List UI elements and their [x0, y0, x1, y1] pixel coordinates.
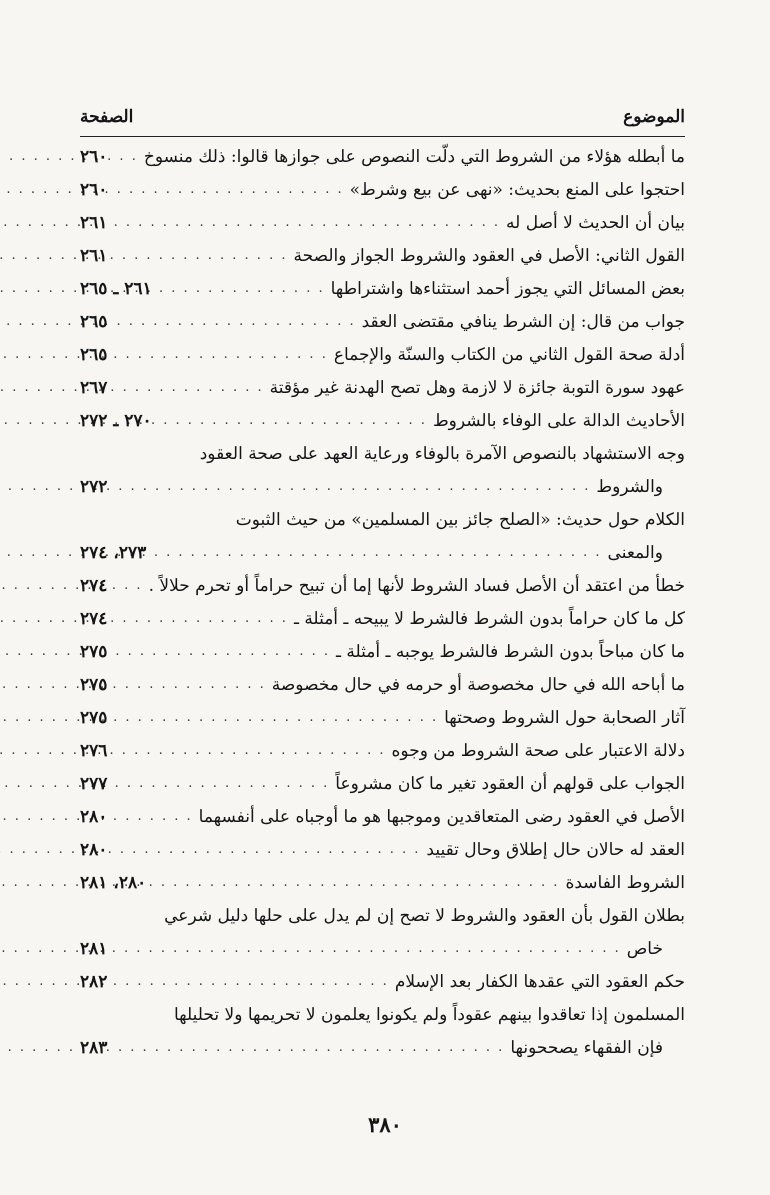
toc-entry-page-number: ٢٨٢	[80, 971, 108, 992]
toc-entry	[80, 701, 685, 734]
toc-entry-page-number: ٢٧٥	[80, 707, 108, 728]
toc-entry-title: بطلان القول بأن العقود والشروط لا تصح إن لم يدل على حلها دليل شرعي	[164, 905, 685, 926]
toc-entry-title: بعض المسائل التي يجوز أحمد استثناءها واشتراطها	[330, 278, 685, 299]
toc-entry-title: الشروط الفاسدة	[565, 872, 685, 893]
dot-leader	[113, 347, 327, 362]
toc-entry-row	[80, 932, 685, 965]
toc-entry-row	[80, 800, 685, 833]
toc-entry	[80, 140, 685, 173]
dot-leader	[158, 413, 427, 428]
toc-entry-title: ما أباحه الله في حال مخصوصة أو حرمه في حال مخصوصة	[271, 674, 685, 695]
toc-entry-title: القول الثاني: الأصل في العقود والشروط الجواز والصحة	[293, 245, 685, 266]
toc-entry-title: دلالة الاعتبار على صحة الشروط من وجوه	[391, 740, 685, 761]
toc-entry-title: أدلة صحة القول الثاني من الكتاب والسنّة والإجماع	[333, 344, 685, 365]
toc-entry	[80, 404, 685, 437]
dot-leader	[113, 743, 385, 758]
toc-entry	[80, 371, 685, 404]
toc-entry-title: العقد له حالان حال إطلاق وحال تقييد	[426, 839, 685, 860]
toc-entry-row	[80, 404, 685, 437]
toc-entry-page-number: ٢٦٥	[80, 311, 108, 332]
toc-entry-page-number: ٢٧٣، ٢٧٤	[80, 542, 147, 563]
toc-entry-page-number: ٢٧٧	[80, 773, 108, 794]
toc-entry	[80, 173, 685, 206]
toc-entry-row	[80, 767, 685, 800]
toc-entry-page-number: ٢٦١	[80, 212, 108, 233]
dot-leader	[113, 677, 265, 692]
toc-entry-row	[80, 1031, 685, 1064]
toc-entry-title: بيان أن الحديث لا أصل له	[506, 212, 685, 233]
toc-entry	[80, 800, 685, 833]
dot-leader	[113, 809, 192, 824]
toc-entry-title: الأحاديث الدالة على الوفاء بالشروط	[432, 410, 685, 431]
toc-entry	[80, 437, 685, 503]
toc-entry	[80, 767, 685, 800]
toc-entry-row	[80, 965, 685, 998]
toc-entry	[80, 998, 685, 1064]
toc-entry-row	[80, 239, 685, 272]
toc-entry-page-number: ٢٨٠، ٢٨١	[80, 872, 147, 893]
toc-entry-page-number: ٢٨١	[80, 938, 108, 959]
toc-entry	[80, 305, 685, 338]
toc-entry-title: ما أبطله هؤلاء من الشروط التي دلّت النصوص على جوازها قالوا: ذلك منسوخ	[143, 146, 685, 167]
toc-entry-row	[80, 206, 685, 239]
dot-leader	[113, 974, 388, 989]
toc-entry-page-number: ٢٦٧	[80, 377, 108, 398]
dot-leader	[113, 578, 142, 593]
dot-leader	[113, 479, 590, 494]
toc-entry	[80, 239, 685, 272]
dot-leader	[113, 215, 500, 230]
toc-entry-title: حكم العقود التي عقدها الكفار بعد الإسلام	[394, 971, 685, 992]
toc-entry-row	[80, 635, 685, 668]
toc-entry-page-number: ٢٨٠	[80, 806, 108, 827]
dot-leader	[113, 941, 620, 956]
toc-entry-page-number: ٢٦٠	[80, 179, 108, 200]
toc-entry-page-number: ٢٦٥	[80, 344, 108, 365]
toc-entry-wrapped-line	[80, 998, 685, 1031]
toc-entry-page-number: ٢٦٠	[80, 146, 108, 167]
dot-leader	[113, 842, 420, 857]
toc-entry-title: المسلمون إذا تعاقدوا بينهم عقوداً ولم يكونوا يعلمون لا تحريمها ولا تحليلها	[174, 1004, 685, 1025]
toc-entry	[80, 569, 685, 602]
toc-entry-row	[80, 866, 685, 899]
toc-entry-title: الأصل في العقود رضى المتعاقدين وموجبها هو ما أوجباه على أنفسهما	[198, 806, 685, 827]
toc-entry-page-number: ٢٧٢	[80, 476, 108, 497]
toc-entry-page-number: ٢٨٣	[80, 1037, 108, 1058]
toc-entry-row	[80, 833, 685, 866]
toc-entry-title: جواب من قال: إن الشرط ينافي مقتضى العقد	[361, 311, 685, 332]
toc-entry-title: والمعنى	[607, 542, 663, 563]
toc-entry-row	[80, 668, 685, 701]
toc-entry-page-number: ٢٦١ ـ ٢٦٥	[80, 278, 152, 299]
toc-entry-title: احتجوا على المنع بحديث: «نهى عن بيع وشرط»	[349, 179, 685, 200]
toc-entry-row	[80, 569, 685, 602]
dot-leader	[158, 281, 325, 296]
table-of-contents	[80, 140, 685, 1064]
toc-entry-row	[80, 734, 685, 767]
toc-entry-title: والشروط	[596, 476, 663, 497]
toc-entry-title: فإن الفقهاء يصححونها	[510, 1037, 663, 1058]
toc-entry-row	[80, 701, 685, 734]
toc-entry-row	[80, 140, 685, 173]
toc-entry-title: الكلام حول حديث: «الصلح جائز بين المسلمين» من حيث الثبوت	[235, 509, 685, 530]
toc-entry-page-number: ٢٧٤	[80, 575, 108, 596]
dot-leader	[152, 545, 601, 560]
dot-leader	[113, 182, 343, 197]
toc-entry-page-number: ٢٧٠ ـ ٢٧٢	[80, 410, 152, 431]
toc-entry-row	[80, 173, 685, 206]
toc-entry-wrapped-line	[80, 437, 685, 470]
toc-entry-row	[80, 470, 685, 503]
toc-entry-page-number: ٢٦١	[80, 245, 108, 266]
toc-entry	[80, 503, 685, 569]
toc-entry-wrapped-line	[80, 503, 685, 536]
toc-entry	[80, 602, 685, 635]
dot-leader	[113, 776, 329, 791]
toc-entry-row	[80, 338, 685, 371]
toc-entry-title: كل ما كان حراماً بدون الشرط فالشرط لا يبيحه ـ أمثلة ـ	[293, 608, 685, 629]
page-column-label: الصفحة	[80, 107, 134, 127]
toc-entry-wrapped-line	[80, 899, 685, 932]
toc-entry-title: وجه الاستشهاد بالنصوص الآمرة بالوفاء ورعاية العهد على صحة العقود	[199, 443, 685, 464]
toc-entry	[80, 734, 685, 767]
toc-entry	[80, 635, 685, 668]
dot-leader	[113, 710, 438, 725]
toc-entry-page-number: ٢٧٤	[80, 608, 108, 629]
toc-entry	[80, 338, 685, 371]
toc-entry-title: ما كان مباحاً بدون الشرط فالشرط يوجبه ـ أمثلة ـ	[336, 641, 685, 662]
toc-entry	[80, 668, 685, 701]
toc-entry-title: الجواب على قولهم أن العقود تغير ما كان مشروعاً	[335, 773, 685, 794]
toc-entry-page-number: ٢٧٥	[80, 641, 108, 662]
toc-entry-title: خاص	[626, 938, 663, 959]
toc-entry-page-number: ٢٨٠	[80, 839, 108, 860]
dot-leader	[113, 380, 263, 395]
toc-entry-row	[80, 272, 685, 305]
toc-entry-row	[80, 305, 685, 338]
subject-column-label: الموضوع	[623, 107, 685, 127]
toc-entry	[80, 272, 685, 305]
toc-entry-page-number: ٢٧٦	[80, 740, 108, 761]
dot-leader	[113, 1040, 504, 1055]
toc-entry-row	[80, 371, 685, 404]
dot-leader	[113, 248, 287, 263]
toc-entry-title: آثار الصحابة حول الشروط وصحتها	[444, 707, 685, 728]
dot-leader	[113, 149, 137, 164]
toc-entry	[80, 206, 685, 239]
toc-entry	[80, 965, 685, 998]
dot-leader	[113, 314, 355, 329]
dot-leader	[113, 611, 288, 626]
table-header	[80, 98, 685, 137]
dot-leader	[113, 644, 330, 659]
toc-entry-title: خطأ من اعتقد أن الأصل فساد الشروط لأنها إما أن تبيح حراماً أو تحرم حلالاً .	[148, 575, 685, 596]
toc-entry-title: عهود سورة التوبة جائزة لا لازمة وهل تصح الهدنة غير مؤقتة	[269, 377, 685, 398]
page-number-footer: ٣٨٠	[368, 1112, 402, 1137]
toc-entry	[80, 833, 685, 866]
toc-entry-row	[80, 602, 685, 635]
toc-entry-row	[80, 536, 685, 569]
toc-entry	[80, 899, 685, 965]
toc-entry-page-number: ٢٧٥	[80, 674, 108, 695]
toc-entry	[80, 866, 685, 899]
dot-leader	[152, 875, 559, 890]
